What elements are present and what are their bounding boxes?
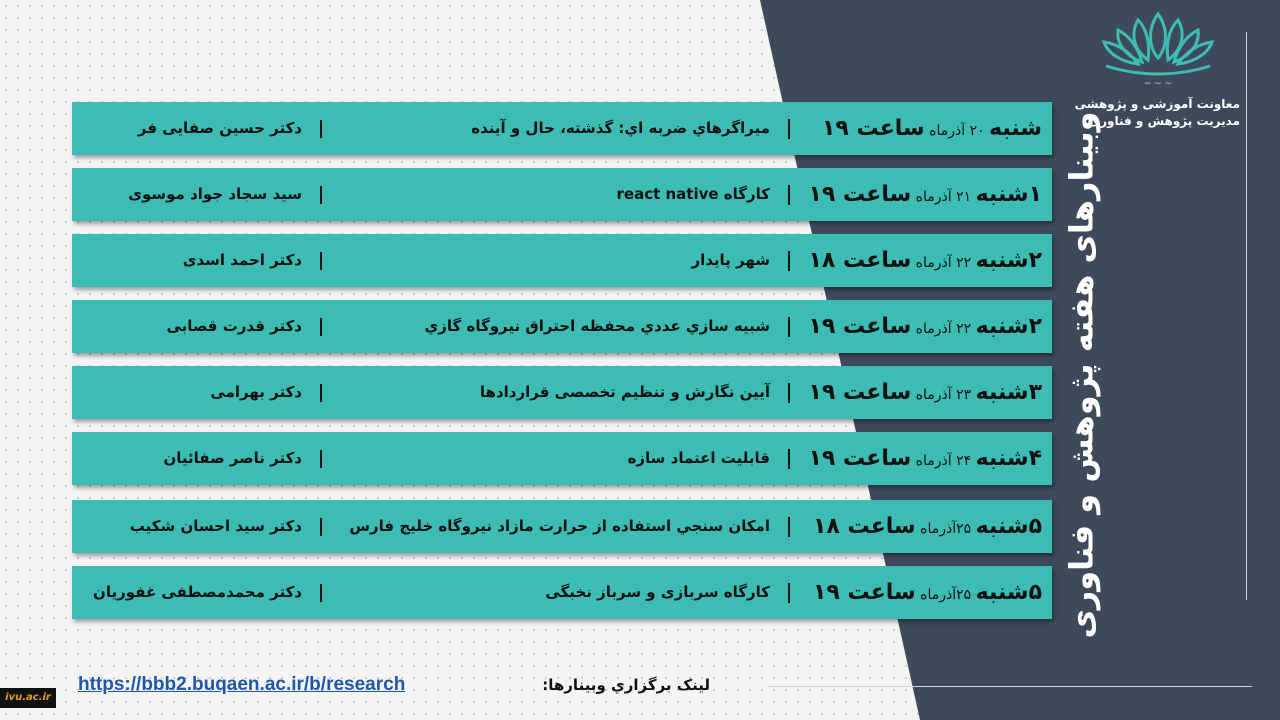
row-datetime — [813, 500, 1042, 553]
site-watermark: ivu.ac.ir — [0, 688, 56, 708]
row-date: ۲۵آذرماه — [915, 587, 976, 603]
row-date: ۲۲ آذرماه — [911, 321, 976, 337]
row-separator — [320, 384, 322, 402]
schedule-row — [72, 300, 1052, 353]
row-datetime — [809, 300, 1043, 353]
row-hour: ساعت ۱۹ — [808, 446, 912, 471]
row-topic: کارگاه سربازی و سرباز نخبگی — [545, 583, 770, 601]
org-line-2: مدیریت پژوهش و فناوری — [1089, 114, 1240, 128]
row-separator — [788, 449, 790, 469]
row-speaker: سید سجاد جواد موسوی — [128, 185, 302, 203]
row-day: ۲شنبه — [975, 314, 1042, 339]
row-hour: ساعت ۱۹ — [821, 116, 925, 141]
university-logo-icon — [1098, 6, 1218, 90]
org-line-1: معاونت آموزشی و پژوهشی — [1074, 97, 1240, 111]
row-datetime — [809, 234, 1043, 287]
panel-divider-vertical — [1246, 32, 1247, 600]
row-date: ۲۱ آذرماه — [911, 189, 976, 205]
vertical-title — [1062, 111, 1102, 639]
row-separator — [788, 251, 790, 271]
row-topic: ميراگرهاي ضربه اي: گذشته، حال و آينده — [471, 119, 770, 137]
svg-text:~ ~ ~: ~ ~ ~ — [1143, 79, 1173, 89]
row-separator — [788, 185, 790, 205]
schedule-row — [72, 432, 1052, 485]
row-day: ۴شنبه — [975, 446, 1042, 471]
row-datetime — [809, 366, 1043, 419]
row-separator — [788, 119, 790, 139]
row-day: ۵شنبه — [975, 514, 1042, 539]
row-separator — [320, 120, 322, 138]
schedule-row — [72, 500, 1052, 553]
row-speaker: دکتر محمدمصطفی غفوریان — [93, 583, 302, 601]
row-date: ۲۳ آذرماه — [911, 387, 976, 403]
schedule-row — [72, 566, 1052, 619]
row-separator — [320, 450, 322, 468]
schedule-row — [72, 366, 1052, 419]
row-hour: ساعت ۱۹ — [808, 314, 912, 339]
row-speaker: دکتر سید احسان شکیب — [129, 517, 302, 535]
row-hour: ساعت ۱۹ — [808, 182, 912, 207]
row-topic: امکان سنجي استفاده از حرارت مازاد نيروگاه خليج فارس — [349, 517, 770, 535]
row-separator — [320, 584, 322, 602]
panel-divider-horizontal — [768, 686, 1252, 687]
schedule-row — [72, 168, 1052, 221]
row-speaker: دکتر قدرت قصابی — [166, 317, 302, 335]
row-speaker: دکتر ناصر صفائیان — [163, 449, 302, 467]
row-date: ۲۲ آذرماه — [911, 255, 976, 271]
row-date: ۲۰ آذرماه — [924, 123, 990, 139]
row-datetime — [809, 168, 1043, 221]
row-separator — [788, 517, 790, 537]
row-topic: قابلیت اعتماد سازه — [627, 449, 770, 467]
row-datetime — [822, 102, 1042, 155]
schedule-row — [72, 234, 1052, 287]
row-separator — [320, 252, 322, 270]
row-speaker: دکتر حسین صفایی فر — [137, 119, 302, 137]
row-date: ۲۵آذرماه — [915, 521, 976, 537]
row-topic: شهر پایدار — [691, 251, 770, 269]
row-speaker: دکتر بهرامی — [210, 383, 302, 401]
row-day: ۳شنبه — [975, 380, 1042, 405]
row-separator — [320, 518, 322, 536]
row-day: شنبه — [989, 116, 1042, 141]
row-datetime — [809, 432, 1043, 485]
row-topic: آیین نگارش و تنظیم تخصصی قراردادها — [479, 383, 770, 401]
row-separator — [788, 317, 790, 337]
row-day: ۱شنبه — [975, 182, 1042, 207]
link-label: لینک برگزاري وبينارها: — [542, 676, 710, 694]
row-hour: ساعت ۱۹ — [808, 380, 912, 405]
row-day: ۵شنبه — [975, 580, 1042, 605]
row-hour: ساعت ۱۸ — [808, 248, 912, 273]
row-topic: کارگاه react native — [616, 185, 770, 203]
row-date: ۲۴ آذرماه — [911, 453, 976, 469]
schedule-row — [72, 102, 1052, 155]
row-separator — [320, 318, 322, 336]
webinar-link[interactable]: https://bbb2.buqaen.ac.ir/b/research — [78, 674, 406, 695]
row-speaker: دکتر احمد اسدی — [182, 251, 302, 269]
row-separator — [788, 383, 790, 403]
row-hour: ساعت ۱۸ — [812, 514, 916, 539]
row-separator — [788, 583, 790, 603]
row-datetime — [813, 566, 1042, 619]
row-topic: شبيه سازي عددي محفظه احتراق نيروگاه گازي — [424, 317, 770, 335]
row-separator — [320, 186, 322, 204]
row-hour: ساعت ۱۹ — [812, 580, 916, 605]
row-day: ۲شنبه — [975, 248, 1042, 273]
vertical-title-text: وبینارهای هفته پژوهش و فناوری — [1063, 111, 1102, 639]
